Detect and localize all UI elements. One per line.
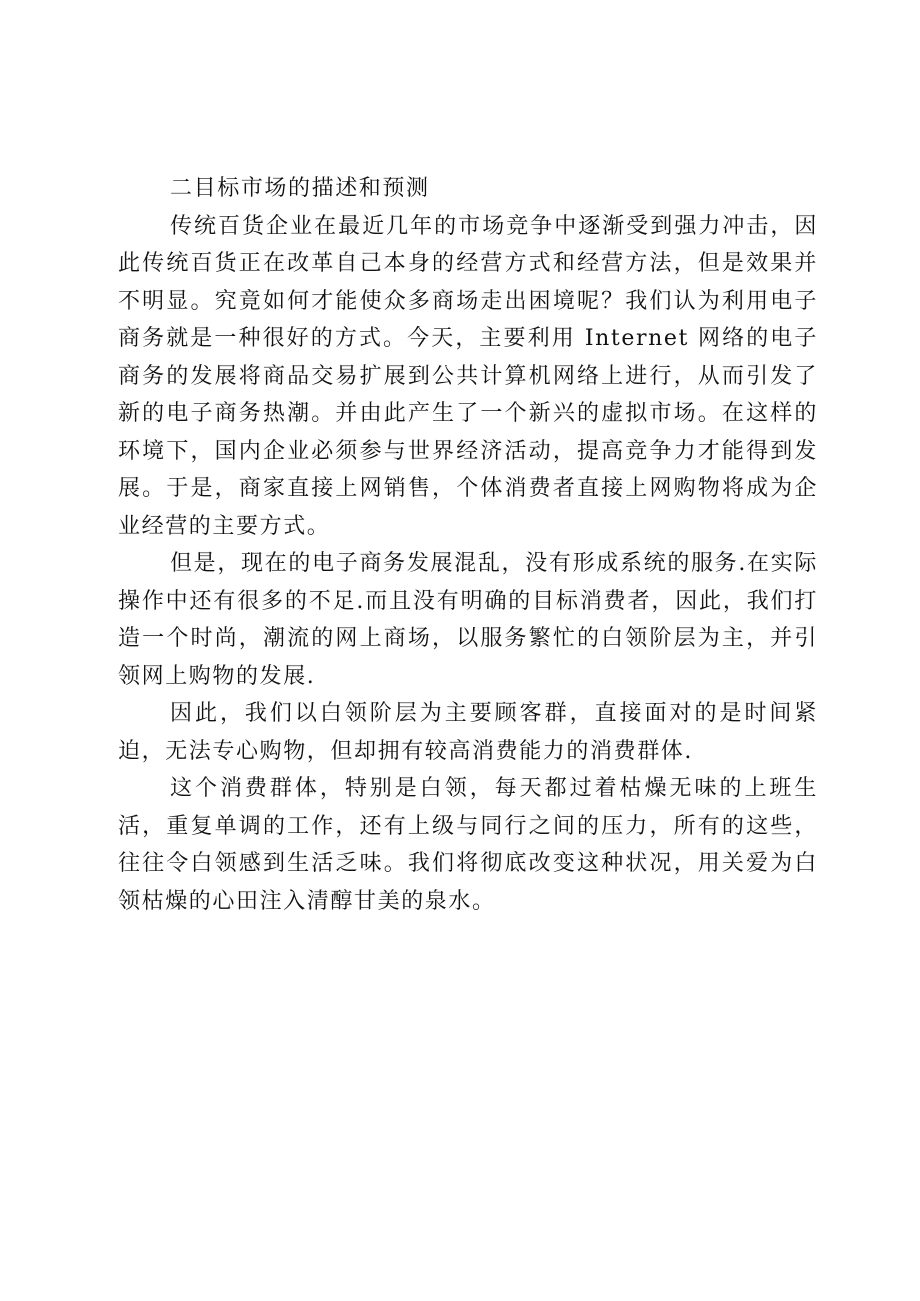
paragraph-4: 这个消费群体，特别是白领，每天都过着枯燥无味的上班生活，重复单调的工作，还有上级与同行之间的压力，所有的这些，往往令白领感到生活乏味。我们将彻底改变这种状况，用关爱为白领枯燥的心田注入清醇甘美的泉水。 xyxy=(118,776,818,914)
paragraph-1: 传统百货企业在最近几年的市场竞争中逐渐受到强力冲击，因此传统百货正在改革自己本身的经营方式和经营方法，但是效果并不明显。究竟如何才能使众多商场走出困境呢？我们认为利用电子商务就是一种很好的方式。今天，主要利用 Internet 网络的电子商务的发展将商品交易扩展到公共计算机网络上进行，从而引发了新的电子商务热潮。并由此产生了一个新兴的虚拟市场。在这样的环境下，国内企业必须参与世界经济活动，提高竞争力才能得到发展。于是，商家直接上网销售，个体消费者直接上网购物将成为企业经营的主要方式。 xyxy=(118,213,818,539)
section-heading: 二目标市场的描述和预测 xyxy=(170,176,430,201)
paragraph-3: 因此，我们以白领阶层为主要顾客群，直接面对的是时间紧迫，无法专心购物，但却拥有较高消费能力的消费群体. xyxy=(118,701,818,764)
document-body xyxy=(118,170,818,920)
paragraph-2: 但是，现在的电子商务发展混乱，没有形成系统的服务.在实际操作中还有很多的不足.而且没有明确的目标消费者，因此，我们打造一个时尚，潮流的网上商场，以服务繁忙的白领阶层为主，并引领网上购物的发展. xyxy=(118,551,818,689)
